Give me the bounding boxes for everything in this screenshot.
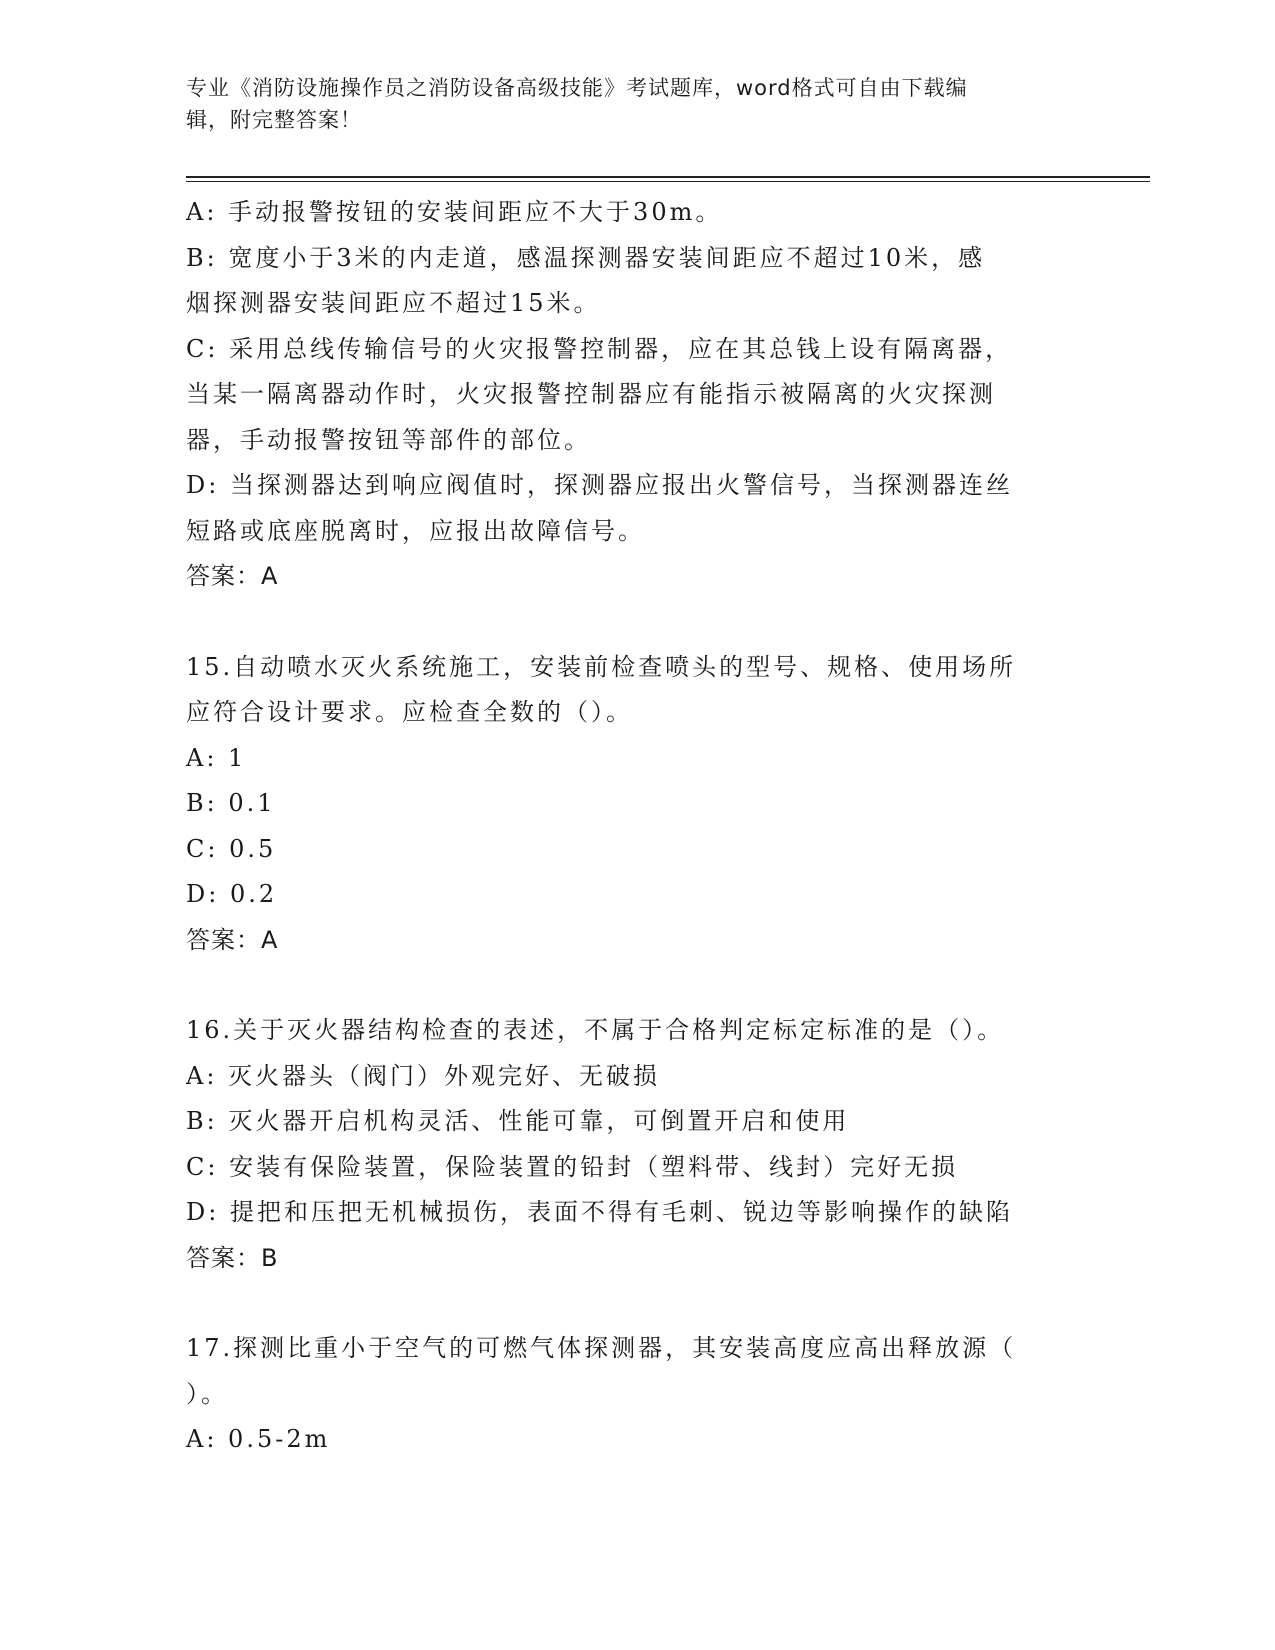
option-a: A: 1 bbox=[186, 743, 247, 772]
option-d: D: 当探测器达到响应阀值时，探测器应报出火警信号，当探测器连丝 bbox=[186, 471, 1013, 499]
option-c: C: 采用总线传输信号的火灾报警控制器，应在其总钱上设有隔离器， bbox=[186, 334, 1013, 363]
option-c-cont: 当某一隔离器动作时，火灾报警控制器应有能指示被隔离的火灾探测 bbox=[186, 380, 996, 408]
option-b: B: 宽度小于3米的内走道，感温探测器安装间距应不超过10米，感 bbox=[186, 243, 986, 272]
document-header bbox=[186, 72, 1066, 136]
option-a: A: 灭火器头（阀门）外观完好、无破损 bbox=[186, 1061, 661, 1090]
question-content bbox=[186, 190, 1076, 1463]
option-b: B: 灭火器开启机构灵活、性能可靠，可倒置开启和使用 bbox=[186, 1107, 850, 1135]
option-b: B: 0.1 bbox=[186, 789, 276, 817]
option-d: D: 提把和压把无机械损伤，表面不得有毛刺、锐边等影响操作的缺陷 bbox=[186, 1198, 1013, 1226]
header-line-1: 专业《消防设施操作员之消防设备高级技能》考试题库，word格式可自由下载编 bbox=[186, 76, 968, 100]
question-15 bbox=[186, 645, 1076, 964]
question-stem: 15.自动喷水灭火系统施工，安装前检查喷头的型号、规格、使用场所 bbox=[186, 652, 1017, 681]
option-b-cont: 烟探测器安装间距应不超过15米。 bbox=[186, 289, 601, 317]
question-stem-cont: ）。 bbox=[186, 1379, 228, 1408]
option-c-cont2: 器，手动报警按钮等部件的部位。 bbox=[186, 425, 591, 454]
question-16 bbox=[186, 1008, 1076, 1281]
answer: 答案：B bbox=[186, 1243, 279, 1272]
question-stem-cont: 应符合设计要求。应检查全数的（）。 bbox=[186, 698, 633, 726]
question-stem: 16.关于灭火器结构检查的表述，不属于合格判定标定标准的是（）。 bbox=[186, 1016, 1005, 1044]
option-c: C: 安装有保险装置，保险装置的铅封（塑料带、线封）完好无损 bbox=[186, 1152, 959, 1181]
option-a: A: 0.5-2m bbox=[186, 1425, 331, 1453]
header-line-2: 辑，附完整答案！ bbox=[186, 108, 362, 132]
option-a: A: 手动报警按钮的安装间距应不大于30m。 bbox=[186, 198, 723, 226]
option-d-cont: 短路或底座脱离时，应报出故障信号。 bbox=[186, 516, 645, 545]
option-d: D: 0.2 bbox=[186, 880, 278, 908]
answer: 答案：A bbox=[186, 562, 279, 590]
option-c: C: 0.5 bbox=[186, 834, 277, 863]
question-17 bbox=[186, 1326, 1076, 1463]
question-14-options bbox=[186, 190, 1076, 600]
header-rule-thick bbox=[186, 176, 1150, 178]
answer: 答案：A bbox=[186, 925, 279, 954]
question-stem: 17.探测比重小于空气的可燃气体探测器，其安装高度应高出释放源（ bbox=[186, 1334, 1017, 1362]
header-rule-thin bbox=[186, 181, 1150, 182]
